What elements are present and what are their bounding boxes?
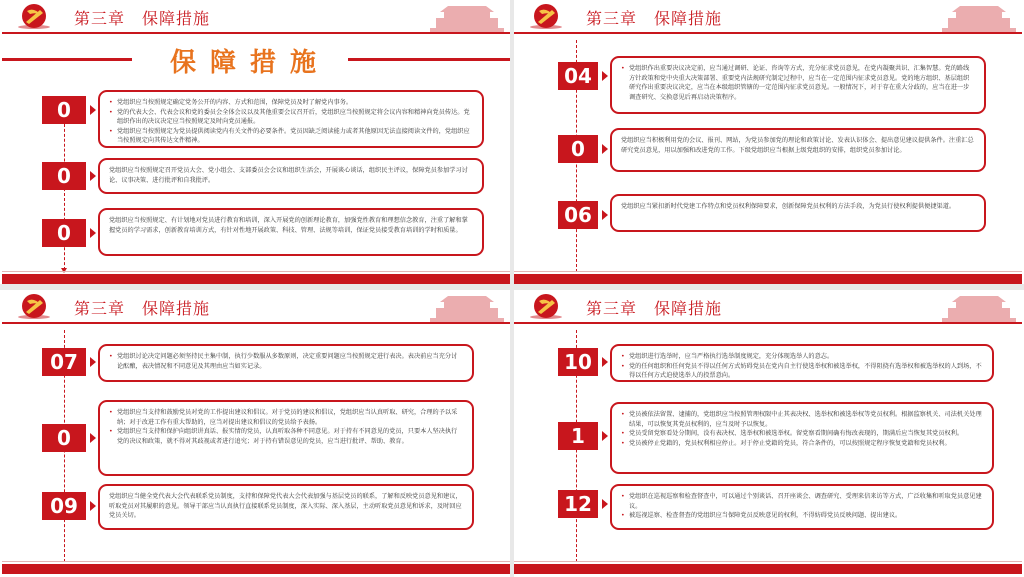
pointer-triangle — [90, 105, 96, 115]
item-line: • 党的任何组织和任何党员不得以任何方式妨碍党员在党内自主行使选举权和被选举权，不得阻挠有选举权和被选举权的人到场，不得以任何方式迫使选举人的投票意向。 — [621, 362, 983, 381]
item-line: • 党组织作出重要决议决定前，应当通过调研、论证、咨询等方式，充分征求党员意见，在党内凝聚共识、汇集智慧。党的路线方针政策和党中央重大决策部署、重要党内法规研究制定过程中，应当在一定范围内征求党员意见。党的地方组织、基层组织研究作出重要决议决定，应当在本级组织管辖的一定范围内征求党员意见。一般情况下，对于存在重大分歧的，应当在进一步调查研究、交换意见后再启动决策程序。 — [621, 64, 975, 102]
chapter-title: 第三章 保障措施 — [586, 9, 723, 28]
item-line: • 党组织应当支持和保护向组织讲真话、报实情的党员，认真听取各种不同意见。对于持有不同意见的党员，只要本人坚决执行党的决议和政策，就不得对其歧视或者进行追究；对于持有错误意见的党员，应当进行批评、帮助、教育。 — [109, 427, 463, 446]
item-line: 党组织应当积极利用党的会议、报刊、网站，为党员参加党的理论和政策讨论、发表认识体会、提出意见建议提供条件。注重汇总研究党员意见，用以加强和改进党的工作。下级党组织应当根据上级党组织的安排，组织党员参加讨论。 — [621, 137, 974, 154]
item-line: • 党组织应当按照规定为党员提供阅读党内有关文件的必要条件。党员因缺乏阅读能力或者其他原因无法直接阅读文件的，党组织应当按照规定向其传达文件精神。 — [109, 127, 473, 146]
pointer-triangle — [602, 71, 608, 81]
item-text-box — [610, 194, 986, 232]
party-emblem-icon — [16, 3, 52, 29]
slide-header — [2, 0, 510, 34]
footer-bar — [514, 274, 1022, 284]
chapter-title: 第三章 保障措施 — [74, 9, 211, 28]
item-text-box — [610, 56, 986, 114]
chapter-title: 第三章 保障措施 — [586, 299, 723, 318]
item-number: 1 — [558, 422, 598, 450]
pointer-triangle — [602, 499, 608, 509]
item-line: • 党组织讨论决定问题必须坚持民主集中制，执行少数服从多数原则，决定重要问题应当按照规定进行表决。表决前应当充分讨论酝酿，表决情况和不同意见及其理由应当如实记录。 — [109, 352, 463, 371]
item-number: 12 — [558, 490, 598, 518]
item-line: • 党的代表大会、代表会议和党的委员会全体会议以及其他重要会议召开后，党组织应当按照规定将会议内容和精神向党员传达。党组织作出的决议决定应当按照规定及时向党员通报。 — [109, 108, 473, 127]
item-line: • 党组织应当按照规定确定党务公开的内容、方式和范围，保障党员及时了解党内事务。 — [109, 98, 473, 108]
pointer-triangle — [602, 357, 608, 367]
item-line: • 党员受留党察看处分期间，没有表决权、选举权和被选举权。留党察看期间确有悔改表现的，期满后应当恢复其党员权利。 — [621, 429, 983, 439]
item-text-box — [610, 402, 994, 474]
item-line: 党组织应当紧扣新时代党建工作特点和党员权利保障要求，创新保障党员权利的方法手段，为党员行使权利提供便捷渠道。 — [621, 203, 956, 210]
slide-3[interactable] — [2, 290, 510, 574]
slide-header — [514, 290, 1022, 324]
item-text-box — [98, 158, 484, 194]
item-number: 07 — [42, 348, 86, 376]
slide-2[interactable] — [514, 0, 1022, 284]
item-number: 0 — [558, 135, 598, 163]
item-line: • 党员被依法留置、逮捕的，党组织应当按照管理权限中止其表决权、选举权和被选举权等党员权利。根据监察机关、司法机关处理结果，可以恢复其党员权利的，应当及时予以恢复。 — [621, 410, 983, 429]
title-bar-left — [2, 58, 132, 61]
section-big-title: 保障措施 — [170, 48, 331, 78]
item-number: 0 — [42, 219, 86, 247]
party-emblem-icon — [528, 293, 564, 319]
pointer-triangle — [90, 501, 96, 511]
footer-rule — [2, 271, 510, 272]
item-line: • 党组织进行选举时，应当严格执行选举制度规定，充分体现选举人的意志。 — [621, 352, 983, 362]
footer-rule — [514, 561, 1022, 562]
item-text-box — [610, 128, 986, 172]
footer-rule — [514, 271, 1022, 272]
slide-header — [514, 0, 1022, 34]
header-rule — [2, 322, 510, 324]
item-number: 04 — [558, 62, 598, 90]
timeline-line — [64, 124, 65, 270]
item-line: • 党组织应当支持和鼓励党员对党的工作提出建议和倡议。对于党员的建议和倡议，党组织应当认真听取、研究，合理的予以采纳；对于改进工作有重大帮助的，应当对提出建议和倡议的党员给予表扬。 — [109, 408, 463, 427]
item-number: 0 — [42, 162, 86, 190]
item-line: 党组织应当按照规定召开党员大会、党小组会、支部委员会会议和组织生活会，开展谈心谈话，组织民主评议，保障党员参加学习讨论、议事决策、进行批评和自我批评。 — [109, 167, 468, 184]
pointer-triangle — [602, 144, 608, 154]
header-rule — [514, 322, 1022, 324]
item-number: 09 — [42, 492, 86, 520]
item-number: 06 — [558, 201, 598, 229]
footer-bar — [2, 564, 510, 574]
item-number: 0 — [42, 96, 86, 124]
party-emblem-icon — [528, 3, 564, 29]
item-line: 党组织应当按照规定、有计划地对党员进行教育和培训，深入开展党的创新理论教育，加强党性教育和理想信念教育，注重了解和掌握党员的学习需求，创新教育培训方式，有针对性地开展政策、科技、管理、法规等培训，保证党员接受教育培训的学时和质量。 — [109, 217, 468, 234]
item-text-box — [98, 400, 474, 476]
tiananmen-skyline-icon — [942, 2, 1016, 32]
slide-1[interactable] — [2, 0, 510, 284]
item-text-box — [98, 90, 484, 148]
header-rule — [2, 32, 510, 34]
footer-bar — [514, 564, 1022, 574]
item-line: • 党组织在巡视巡察和检查督查中，可以通过个别谈话、召开座谈会、调查研究、受理来信来访等方式，广泛收集和听取党员意见建议。 — [621, 492, 983, 511]
item-text-box — [98, 344, 474, 382]
item-number: 10 — [558, 348, 598, 376]
item-text-box — [610, 484, 994, 530]
pointer-triangle — [602, 431, 608, 441]
item-line: 党组织应当健全党代表大会代表联系党员制度，支持和保障党代表大会代表加强与基层党员的联系，了解和反映党员意见和建议，听取党员对其履职的意见。领导干部应当认真执行直接联系党员制度，深入实际、深入基层，主动听取党员意见和诉求，及时回应党员关切。 — [109, 493, 462, 520]
pointer-triangle — [90, 357, 96, 367]
slide-4[interactable] — [514, 290, 1022, 574]
item-line: • 被巡视巡察、检查督查的党组织应当保障党员反映意见的权利，不得妨碍党员反映问题、提出建议。 — [621, 511, 983, 521]
header-rule — [514, 32, 1022, 34]
item-number: 0 — [42, 424, 86, 452]
title-bar-right — [348, 58, 510, 61]
tiananmen-skyline-icon — [942, 292, 1016, 322]
chapter-title: 第三章 保障措施 — [74, 299, 211, 318]
pointer-triangle — [90, 228, 96, 238]
party-emblem-icon — [16, 293, 52, 319]
pointer-triangle — [90, 171, 96, 181]
slide-header — [2, 290, 510, 324]
tiananmen-skyline-icon — [430, 2, 504, 32]
item-text-box — [98, 484, 474, 530]
item-text-box — [98, 208, 484, 256]
pointer-triangle — [90, 433, 96, 443]
tiananmen-skyline-icon — [430, 292, 504, 322]
pointer-triangle — [602, 210, 608, 220]
footer-rule — [2, 561, 510, 562]
item-text-box — [610, 344, 994, 382]
footer-bar — [2, 274, 510, 284]
item-line: • 党员被停止党籍的，党员权利相应停止。对于停止党籍的党员，符合条件的，可以按照规定程序恢复党籍和党员权利。 — [621, 439, 983, 449]
